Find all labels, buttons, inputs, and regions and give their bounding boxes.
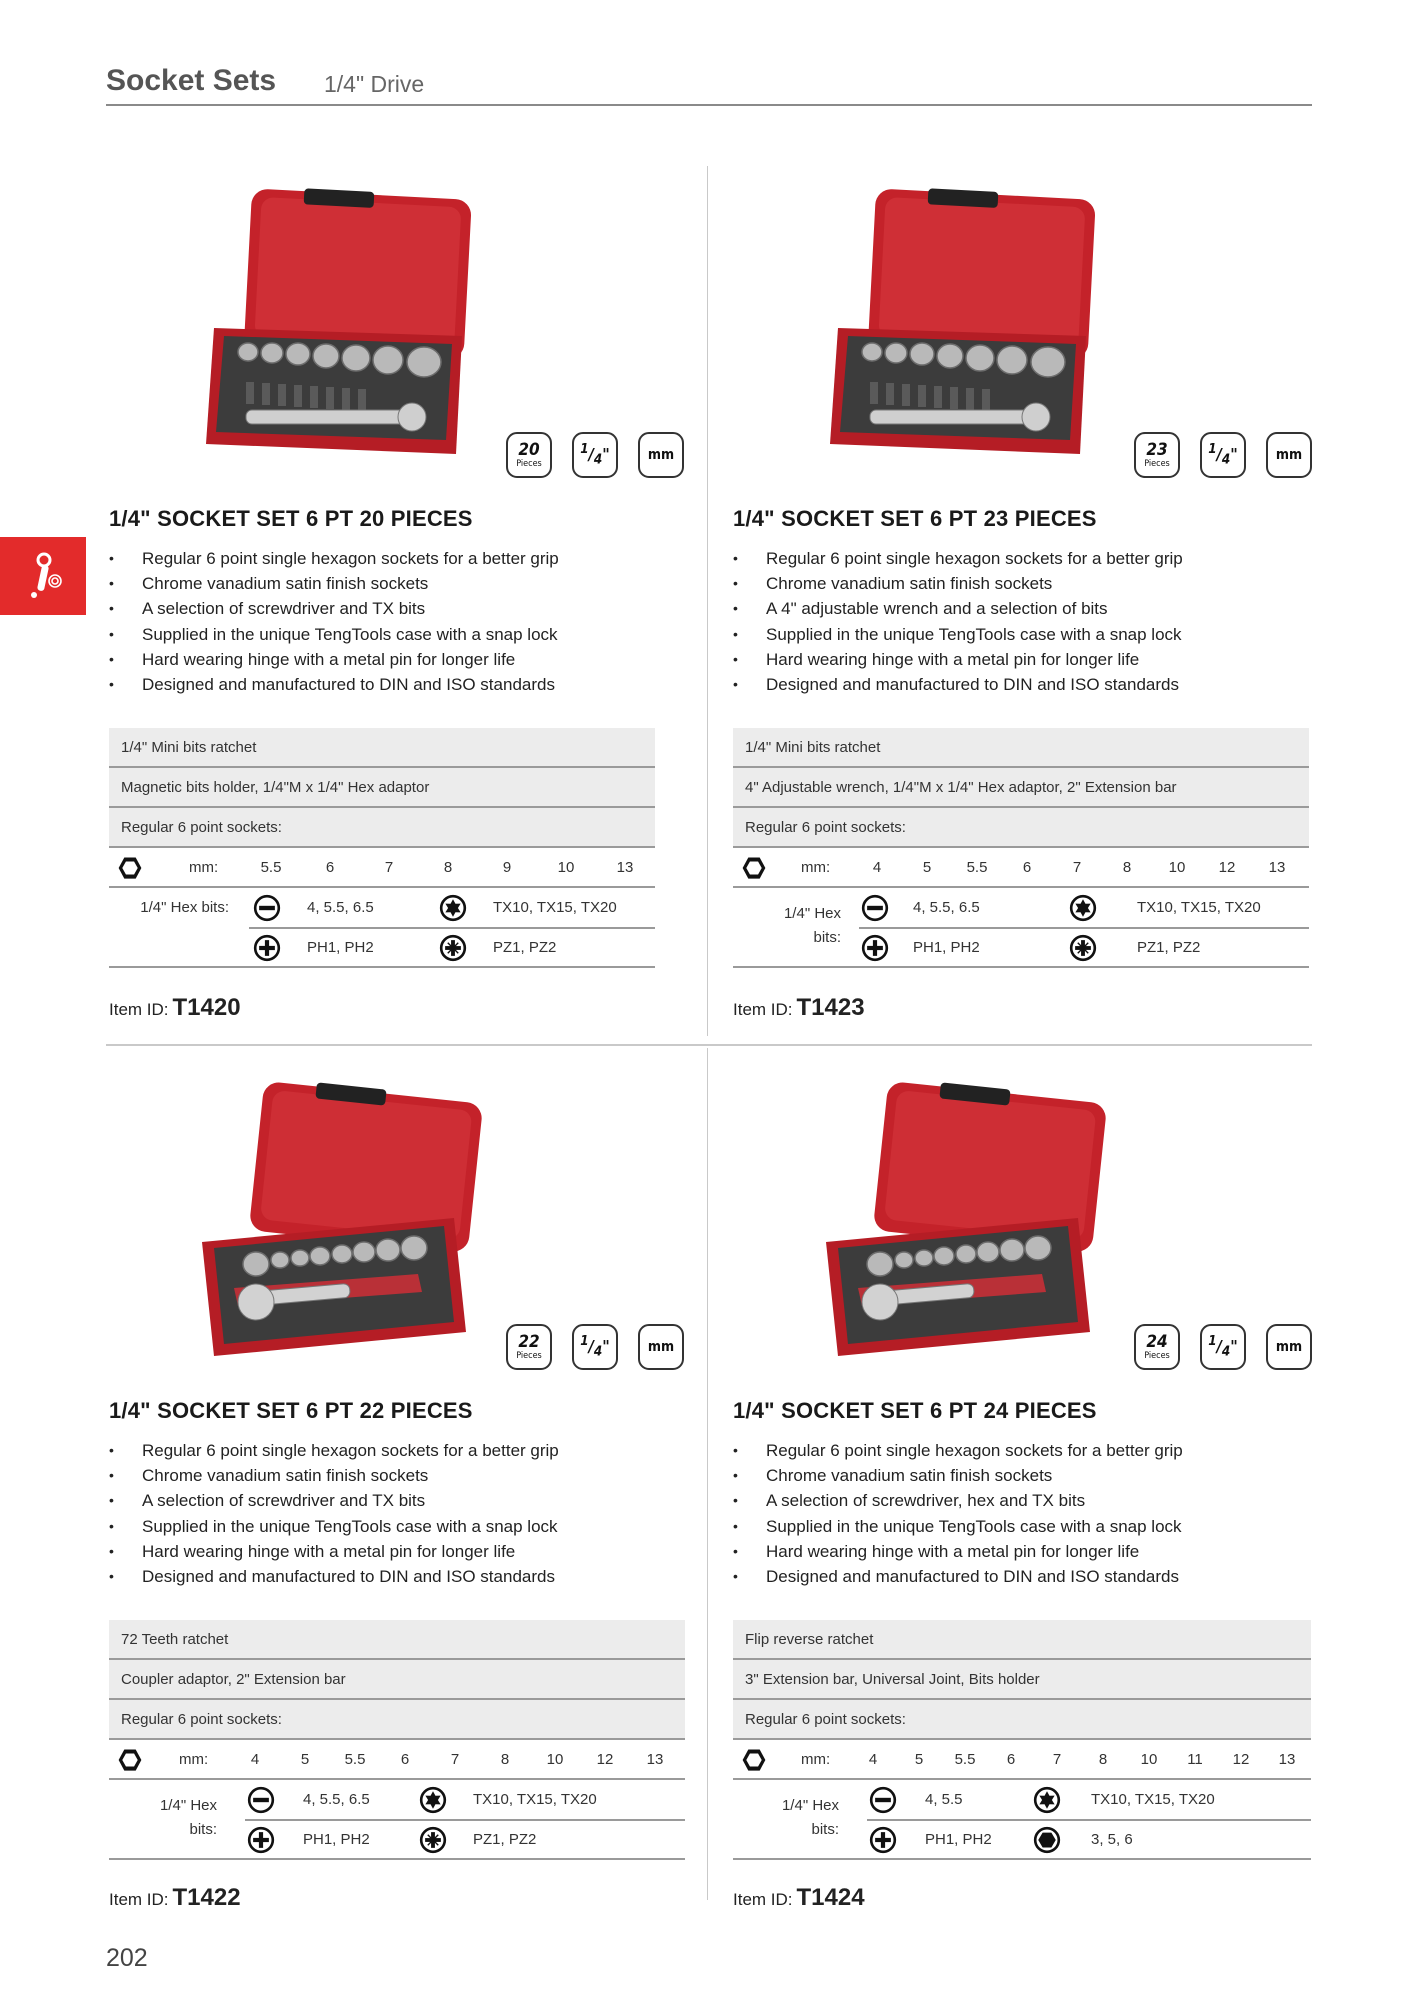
feature-item: • Designed and manufactured to DIN and ISO standards — [109, 672, 559, 697]
pieces-label: Pieces — [1144, 1350, 1170, 1361]
bits-section — [733, 888, 1309, 968]
socket-size: 6 — [325, 859, 335, 876]
spec-row-ratchet: Flip reverse ratchet — [733, 1620, 1311, 1660]
drive-denominator: 4 — [593, 452, 603, 468]
pozidriv-bit-sizes: PZ1, PZ2 — [473, 1831, 537, 1848]
socket-size: 5 — [300, 1751, 310, 1768]
feature-item: • Chrome vanadium satin finish sockets — [733, 571, 1183, 596]
page-number: 202 — [106, 1944, 148, 1972]
product-photo — [810, 160, 1140, 470]
feature-item: • A selection of screwdriver, hex and TX bits — [733, 1488, 1183, 1513]
pieces-count: 24 — [1146, 1331, 1168, 1352]
column-divider-bottom — [707, 1048, 708, 1900]
socket-size-row — [733, 848, 1309, 888]
drive-numerator: 1 — [580, 1334, 589, 1350]
pieces-count: 20 — [518, 439, 540, 460]
item-id-label: Item ID: — [733, 1890, 793, 1909]
phillips-bit-icon — [861, 934, 889, 962]
item-id — [733, 994, 865, 1022]
feature-item: • Designed and manufactured to DIN and ISO standards — [733, 672, 1183, 697]
drive-inch-mark: " — [602, 444, 610, 464]
item-id-code: T1422 — [172, 1884, 241, 1911]
column-divider-top — [707, 166, 708, 1036]
pozidriv-bit-icon — [439, 934, 467, 962]
drive-size-badge: $^1/_4$" — [572, 432, 618, 478]
torx-bit-sizes: TX10, TX15, TX20 — [493, 899, 617, 916]
feature-item: • Regular 6 point single hexagon sockets for a better grip — [733, 1438, 1183, 1463]
hex-bit-icon — [1033, 1826, 1061, 1854]
feature-item: • Designed and manufactured to DIN and ISO standards — [733, 1564, 1183, 1589]
page-header — [106, 60, 1312, 106]
drive-size-badge: $^1/_4$" — [572, 1324, 618, 1370]
pieces-label: Pieces — [516, 1350, 542, 1361]
phillips-bit-sizes: PH1, PH2 — [307, 939, 374, 956]
feature-item: • Hard wearing hinge with a metal pin for longer life — [733, 647, 1183, 672]
feature-item: • A 4" adjustable wrench and a selection of bits — [733, 596, 1183, 621]
product-card-t1423 — [730, 160, 1330, 1020]
bits-section — [733, 1780, 1311, 1860]
socket-size: 12 — [1218, 859, 1236, 876]
badge-row — [506, 432, 684, 478]
spec-table — [109, 1620, 685, 1860]
feature-item: • Supplied in the unique TengTools case with a snap lock — [733, 622, 1183, 647]
socket-size: 10 — [1140, 1751, 1158, 1768]
hexagon-socket-icon — [741, 855, 767, 881]
spec-row-sockets: Regular 6 point sockets: — [109, 808, 655, 848]
drive-denominator: 4 — [1221, 452, 1231, 468]
item-id-code: T1420 — [172, 994, 241, 1021]
socket-size: 8 — [443, 859, 453, 876]
spec-table — [109, 728, 655, 968]
product-title: 1/4" SOCKET SET 6 PT 20 PIECES — [109, 506, 473, 531]
feature-list — [109, 546, 559, 697]
pieces-badge — [1134, 432, 1180, 478]
hexagon-socket-icon — [117, 855, 143, 881]
pozidriv-bit-icon — [1069, 934, 1097, 962]
feature-item: • Chrome vanadium satin finish sockets — [109, 1463, 559, 1488]
mm-label: mm: — [189, 859, 219, 876]
phillips-bit-icon — [869, 1826, 897, 1854]
feature-item: • Supplied in the unique TengTools case with a snap lock — [109, 1514, 559, 1539]
feature-list — [733, 1438, 1183, 1589]
feature-list — [733, 546, 1183, 697]
slotted-bit-sizes: 4, 5.5 — [925, 1791, 963, 1808]
phillips-bit-icon — [247, 1826, 275, 1854]
badge-row — [1134, 432, 1312, 478]
mm-label: mm: — [801, 859, 831, 876]
drive-size-badge: $^1/_4$" — [1200, 432, 1246, 478]
bits-label: 1/4" Hex bits: — [783, 905, 841, 946]
pieces-count: 22 — [518, 1331, 540, 1352]
spec-row-sockets: Regular 6 point sockets: — [109, 1700, 685, 1740]
socket-size: 5.5 — [954, 1751, 976, 1768]
slotted-bit-icon — [253, 894, 281, 922]
phillips-bit-sizes: PH1, PH2 — [913, 939, 980, 956]
spec-row-sockets: Regular 6 point sockets: — [733, 808, 1309, 848]
unit-badge — [638, 432, 684, 478]
feature-item: • Regular 6 point single hexagon sockets for a better grip — [109, 546, 559, 571]
badge-row — [506, 1324, 684, 1370]
hex-bit-sizes: 3, 5, 6 — [1091, 1831, 1133, 1848]
product-photo — [186, 160, 516, 470]
spec-row-accessories: Coupler adaptor, 2" Extension bar — [109, 1660, 685, 1700]
unit-badge — [1266, 432, 1312, 478]
row-divider — [106, 1044, 1312, 1046]
socket-size: 5.5 — [260, 859, 282, 876]
socket-size-row — [109, 1740, 685, 1780]
slotted-bit-sizes: 4, 5.5, 6.5 — [303, 1791, 370, 1808]
spec-table — [733, 1620, 1311, 1860]
feature-item: • A selection of screwdriver and TX bits — [109, 1488, 559, 1513]
product-title: 1/4" SOCKET SET 6 PT 24 PIECES — [733, 1398, 1097, 1423]
unit-label: mm — [1275, 1339, 1303, 1355]
socket-size: 4 — [872, 859, 882, 876]
pozidriv-bit-sizes: PZ1, PZ2 — [1137, 939, 1201, 956]
item-id-label: Item ID: — [733, 1000, 793, 1019]
product-card-t1420 — [106, 160, 706, 1020]
product-photo — [186, 1052, 516, 1362]
socket-size: 7 — [384, 859, 394, 876]
unit-label: mm — [647, 1339, 675, 1355]
drive-numerator: 1 — [1208, 1334, 1217, 1350]
slotted-bit-icon — [869, 1786, 897, 1814]
feature-item: • A selection of screwdriver and TX bits — [109, 596, 559, 621]
feature-item: • Supplied in the unique TengTools case with a snap lock — [733, 1514, 1183, 1539]
unit-label: mm — [647, 447, 675, 463]
slotted-bit-sizes: 4, 5.5, 6.5 — [307, 899, 374, 916]
torx-bit-icon — [439, 894, 467, 922]
hexagon-socket-icon — [741, 1747, 767, 1773]
page-title: Socket Sets — [106, 64, 277, 97]
pieces-label: Pieces — [516, 458, 542, 469]
socket-size: 5.5 — [966, 859, 988, 876]
socket-size: 10 — [1168, 859, 1186, 876]
product-title: 1/4" SOCKET SET 6 PT 23 PIECES — [733, 506, 1097, 531]
item-id-label: Item ID: — [109, 1000, 169, 1019]
pozidriv-bit-icon — [419, 1826, 447, 1854]
socket-size: 5 — [914, 1751, 924, 1768]
pieces-count: 23 — [1146, 439, 1168, 460]
spec-row-accessories: 4" Adjustable wrench, 1/4"M x 1/4" Hex adaptor, 2" Extension bar — [733, 768, 1309, 808]
socket-size: 6 — [1006, 1751, 1016, 1768]
spec-row-accessories: 3" Extension bar, Universal Joint, Bits holder — [733, 1660, 1311, 1700]
feature-item: • Regular 6 point single hexagon sockets for a better grip — [733, 546, 1183, 571]
torx-bit-icon — [419, 1786, 447, 1814]
item-id — [733, 1884, 865, 1912]
hexagon-socket-icon — [117, 1747, 143, 1773]
bits-label: 1/4" Hex bits: — [781, 1797, 839, 1838]
socket-size: 13 — [1278, 1751, 1296, 1768]
unit-badge — [1266, 1324, 1312, 1370]
socket-size: 7 — [1052, 1751, 1062, 1768]
socket-size: 7 — [450, 1751, 460, 1768]
product-photo — [810, 1052, 1140, 1362]
feature-item: • Designed and manufactured to DIN and ISO standards — [109, 1564, 559, 1589]
socket-size: 6 — [1022, 859, 1032, 876]
bits-section — [109, 1780, 685, 1860]
feature-item: • Hard wearing hinge with a metal pin for longer life — [109, 1539, 559, 1564]
phillips-bit-sizes: PH1, PH2 — [303, 1831, 370, 1848]
mm-label: mm: — [801, 1751, 831, 1768]
phillips-bit-icon — [253, 934, 281, 962]
pieces-badge — [506, 1324, 552, 1370]
torx-bit-icon — [1069, 894, 1097, 922]
slotted-bit-icon — [861, 894, 889, 922]
slotted-bit-sizes: 4, 5.5, 6.5 — [913, 899, 980, 916]
item-id — [109, 1884, 241, 1912]
bits-label: 1/4" Hex bits: — [159, 1797, 217, 1838]
socket-size-row — [109, 848, 655, 888]
socket-size: 6 — [400, 1751, 410, 1768]
unit-label: mm — [1275, 447, 1303, 463]
mm-label: mm: — [179, 1751, 209, 1768]
socket-size: 8 — [1098, 1751, 1108, 1768]
drive-inch-mark: " — [1230, 1336, 1238, 1356]
socket-size: 10 — [546, 1751, 564, 1768]
socket-size: 13 — [646, 1751, 664, 1768]
socket-size: 13 — [616, 859, 634, 876]
socket-size: 8 — [1122, 859, 1132, 876]
pieces-label: Pieces — [1144, 458, 1170, 469]
phillips-bit-sizes: PH1, PH2 — [925, 1831, 992, 1848]
socket-size: 7 — [1072, 859, 1082, 876]
feature-item: • Chrome vanadium satin finish sockets — [733, 1463, 1183, 1488]
spec-row-sockets: Regular 6 point sockets: — [733, 1700, 1311, 1740]
torx-bit-sizes: TX10, TX15, TX20 — [1091, 1791, 1215, 1808]
slotted-bit-icon — [247, 1786, 275, 1814]
socket-size: 5 — [922, 859, 932, 876]
unit-badge — [638, 1324, 684, 1370]
torx-bit-icon — [1033, 1786, 1061, 1814]
spec-row-ratchet: 1/4" Mini bits ratchet — [109, 728, 655, 768]
socket-size: 9 — [502, 859, 512, 876]
socket-size: 4 — [250, 1751, 260, 1768]
drive-inch-mark: " — [1230, 444, 1238, 464]
item-id-code: T1423 — [796, 994, 865, 1021]
feature-item: • Regular 6 point single hexagon sockets for a better grip — [109, 1438, 559, 1463]
spec-row-ratchet: 72 Teeth ratchet — [109, 1620, 685, 1660]
item-id-label: Item ID: — [109, 1890, 169, 1909]
socket-size-row — [733, 1740, 1311, 1780]
item-id-code: T1424 — [796, 1884, 865, 1911]
torx-bit-sizes: TX10, TX15, TX20 — [473, 1791, 597, 1808]
badge-row — [1134, 1324, 1312, 1370]
spec-row-accessories: Magnetic bits holder, 1/4"M x 1/4" Hex adaptor — [109, 768, 655, 808]
drive-denominator: 4 — [593, 1344, 603, 1360]
section-tab[interactable] — [0, 537, 86, 615]
pieces-badge — [1134, 1324, 1180, 1370]
drive-denominator: 4 — [1221, 1344, 1231, 1360]
pozidriv-bit-sizes: PZ1, PZ2 — [493, 939, 557, 956]
socket-size: 4 — [868, 1751, 878, 1768]
socket-size: 12 — [596, 1751, 614, 1768]
socket-size: 13 — [1268, 859, 1286, 876]
drive-numerator: 1 — [1208, 442, 1217, 458]
bits-label: 1/4" Hex bits: — [140, 899, 229, 916]
socket-size: 11 — [1187, 1751, 1203, 1768]
ratchet-icon — [21, 551, 65, 601]
feature-item: • Supplied in the unique TengTools case with a snap lock — [109, 622, 559, 647]
socket-size: 10 — [557, 859, 575, 876]
feature-item: • Hard wearing hinge with a metal pin for longer life — [109, 647, 559, 672]
torx-bit-sizes: TX10, TX15, TX20 — [1137, 899, 1261, 916]
page-subtitle: 1/4" Drive — [324, 71, 425, 97]
product-card-t1424 — [730, 1052, 1330, 1912]
socket-size: 5.5 — [344, 1751, 366, 1768]
product-card-t1422 — [106, 1052, 706, 1912]
socket-size: 12 — [1232, 1751, 1250, 1768]
product-title: 1/4" SOCKET SET 6 PT 22 PIECES — [109, 1398, 473, 1423]
feature-item: • Chrome vanadium satin finish sockets — [109, 571, 559, 596]
item-id — [109, 994, 241, 1022]
drive-numerator: 1 — [580, 442, 589, 458]
drive-inch-mark: " — [602, 1336, 610, 1356]
socket-size: 8 — [500, 1751, 510, 1768]
pieces-badge — [506, 432, 552, 478]
bits-section — [109, 888, 655, 968]
spec-row-ratchet: 1/4" Mini bits ratchet — [733, 728, 1309, 768]
feature-item: • Hard wearing hinge with a metal pin for longer life — [733, 1539, 1183, 1564]
feature-list — [109, 1438, 559, 1589]
spec-table — [733, 728, 1309, 968]
drive-size-badge: $^1/_4$" — [1200, 1324, 1246, 1370]
